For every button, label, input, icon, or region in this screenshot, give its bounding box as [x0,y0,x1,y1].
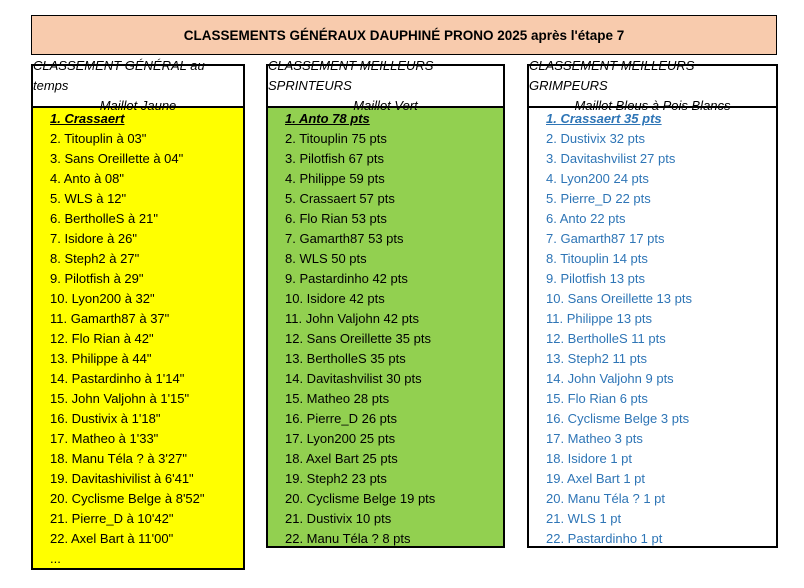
ranking-row: 14. Davitashvilist 30 pts [285,371,422,386]
climber-classification-header [527,58,778,113]
ranking-row: 21. Dustivix 10 pts [285,511,392,526]
ranking-row: 5. Crassaert 57 pts [285,191,395,206]
ranking-row: 17. Lyon200 25 pts [285,431,396,446]
ranking-row: 7. Isidore à 26" [50,231,138,246]
ranking-row: 19. Steph2 23 pts [285,471,387,486]
ranking-row: 11. Philippe 13 pts [546,311,652,326]
ranking-row: 5. Pierre_D 22 pts [546,191,651,206]
ranking-row: 15. John Valjohn à 1'15" [50,391,190,406]
ranking-row: 6. Flo Rian 53 pts [285,211,387,226]
ranking-row: 17. Matheo 3 pts [546,431,643,446]
ranking-row: 19. Axel Bart 1 pt [546,471,646,486]
ranking-row: 3. Sans Oreillette à 04" [50,151,184,166]
ranking-row: 8. WLS 50 pts [285,251,367,266]
ranking-row: 4. Lyon200 24 pts [546,171,649,186]
ranking-row: 7. Gamarth87 17 pts [546,231,665,246]
ranking-row: 9. Pilotfish 13 pts [546,271,645,286]
ranking-row: 2. Dustivix 32 pts [546,131,645,146]
climber-classification-heading: CLASSEMENT MEILLEURS GRIMPEURS [529,58,695,93]
ranking-row: 15. Flo Rian 6 pts [546,391,648,406]
ranking-row: 10. Lyon200 à 32" [50,291,155,306]
sprint-classification-column [266,58,505,548]
sprint-classification-header [266,58,505,113]
ranking-row: 1. Crassaert 35 pts [546,111,662,126]
general-classification-list [31,108,245,570]
ranking-row: 10. Sans Oreillette 13 pts [546,291,692,306]
ranking-row: 1. Crassaert [50,111,125,126]
ranking-row: 18. Manu Téla ? à 3'27" [50,451,187,466]
ranking-row: 11. Gamarth87 à 37" [50,311,170,326]
ranking-row: 16. Pierre_D 26 pts [285,411,398,426]
ranking-row: 6. BertholleS à 21" [50,211,158,226]
ranking-row: 3. Pilotfish 67 pts [285,151,384,166]
ranking-row: 17. Matheo à 1'33" [50,431,159,446]
ranking-row: 9. Pilotfish à 29" [50,271,144,286]
ranking-row: 20. Cyclisme Belge à 8'52" [50,491,205,506]
ranking-row: 3. Davitashvilist 27 pts [546,151,676,166]
ranking-row: 12. Sans Oreillette 35 pts [285,331,431,346]
ranking-row: ... [50,551,61,566]
climber-classification-column [527,58,778,548]
ranking-row: 7. Gamarth87 53 pts [285,231,404,246]
ranking-row: 22. Axel Bart à 11'00" [50,531,174,546]
ranking-row: 11. John Valjohn 42 pts [285,311,419,326]
ranking-row: 20. Manu Téla ? 1 pt [546,491,666,506]
page-title: CLASSEMENTS GÉNÉRAUX DAUPHINÉ PRONO 2025 après l'étape 7 [31,15,777,55]
ranking-row: 18. Axel Bart 25 pts [285,451,398,466]
ranking-row: 2. Titouplin 75 pts [285,131,387,146]
sprint-classification-list [266,108,505,548]
ranking-row: 13. BertholleS 35 pts [285,351,406,366]
ranking-row: 8. Steph2 à 27" [50,251,140,266]
ranking-row: 12. Flo Rian à 42" [50,331,154,346]
ranking-row: 14. Pastardinho à 1'14" [50,371,185,386]
general-classification-column [31,58,245,570]
general-classification-header [31,58,245,113]
ranking-row: 22. Pastardinho 1 pt [546,531,663,546]
ranking-row: 14. John Valjohn 9 pts [546,371,674,386]
ranking-row: 1. Anto 78 pts [285,111,370,126]
ranking-row: 20. Cyclisme Belge 19 pts [285,491,436,506]
ranking-row: 16. Cyclisme Belge 3 pts [546,411,690,426]
ranking-row: 8. Titouplin 14 pts [546,251,648,266]
general-classification-subheading: Maillot Jaune [99,98,177,113]
ranking-row: 21. Pierre_D à 10'42" [50,511,174,526]
ranking-row: 19. Davitashivilist à 6'41" [50,471,194,486]
sprint-classification-subheading: Maillot Vert [353,98,418,113]
ranking-row: 13. Steph2 11 pts [546,351,647,366]
ranking-row: 4. Anto à 08" [50,171,125,186]
ranking-row: 12. BertholleS 11 pts [546,331,666,346]
ranking-row: 5. WLS à 12" [50,191,127,206]
general-classification-heading: CLASSEMENT GÉNÉRAL au temps [33,58,205,93]
climber-classification-subheading: Maillot Bleus à Pois Blancs [574,98,731,113]
ranking-row: 9. Pastardinho 42 pts [285,271,408,286]
climber-classification-list [527,108,778,548]
ranking-row: 6. Anto 22 pts [546,211,626,226]
ranking-row: 16. Dustivix à 1'18" [50,411,161,426]
ranking-row: 15. Matheo 28 pts [285,391,390,406]
ranking-row: 10. Isidore 42 pts [285,291,385,306]
ranking-row: 4. Philippe 59 pts [285,171,385,186]
ranking-row: 21. WLS 1 pt [546,511,622,526]
sprint-classification-heading: CLASSEMENT MEILLEURS SPRINTEURS [268,58,434,93]
ranking-row: 2. Titouplin à 03" [50,131,147,146]
ranking-row: 13. Philippe à 44" [50,351,152,366]
ranking-row: 18. Isidore 1 pt [546,451,632,466]
ranking-row: 22. Manu Téla ? 8 pts [285,531,411,546]
